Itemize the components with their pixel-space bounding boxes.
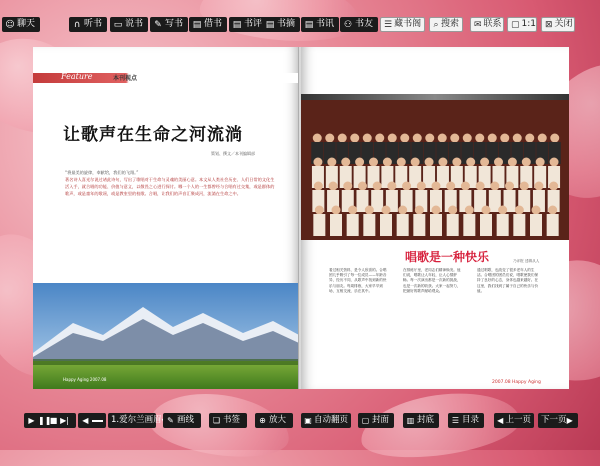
play-icon[interactable]: ▶ — [28, 416, 35, 425]
listen-book-button[interactable]: ∩ 听书 — [69, 17, 107, 32]
book-icon: ▤ — [304, 19, 314, 30]
write-book-button[interactable]: ✎ 写书 — [150, 17, 188, 32]
book-friends-button[interactable]: ⚇ 书友 — [340, 17, 378, 32]
actual-size-button[interactable]: ▢ 1:1 — [507, 17, 537, 32]
section-label: 本刊视点 — [113, 75, 138, 82]
magazine-book — [33, 47, 569, 389]
close-icon: ⊠ — [545, 19, 553, 30]
text-column-3: 通过唱歌，也改变了很多老年人的生活。合唱团的团员们说，唱歌使我们保持了良好的心态，身体也越来越好。在这里，我们找到了属于自己的快乐与价值。 — [477, 268, 539, 293]
next-track-icon[interactable]: ▶| — [60, 416, 69, 425]
mail-icon: ✉ — [474, 19, 482, 30]
text-column-2: 在排练厅里，老同志们精神焕发。他们说，唱歌让人年轻，让人心情舒畅。每一次演出都是一次新的挑战，也是一次新的收获。大家一起努力，把最好的歌声献给观众。 — [403, 268, 461, 293]
bottom-toolbar — [0, 412, 600, 430]
text-column-1: 看过相关资料，是令人欣喜的。合唱团几乎吸引了每一位成员——年龄各异，经历不同，从歌声中找到新的快乐与朋友。每周排练，大家早早到场，互相交流，乐在其中。 — [329, 268, 387, 293]
left-page[interactable] — [33, 47, 299, 389]
chat-icon: ☺ — [5, 19, 15, 30]
close-button[interactable]: ⊠ 关闭 — [541, 17, 575, 32]
stop-icon[interactable]: ■ — [49, 416, 58, 425]
prev-page-button[interactable]: ◀ 上一页 — [494, 413, 534, 428]
pause-icon[interactable]: ❚❚ — [38, 416, 52, 425]
headphones-icon: ∩ — [73, 19, 81, 30]
top-toolbar — [0, 0, 600, 34]
right-article-byline: 乃评报 述辑从人 — [513, 259, 540, 263]
book-news-button[interactable]: ▤ 书讯 — [301, 17, 339, 32]
next-icon: ▶ — [566, 416, 573, 425]
square-icon: ▢ — [511, 19, 520, 30]
back-cover-button[interactable]: ▥ 封底 — [403, 413, 439, 428]
bookmark-icon: ❏ — [212, 416, 221, 425]
search-button[interactable]: ⌕ 搜索 — [429, 17, 463, 32]
friends-icon: ⚇ — [343, 19, 353, 30]
track-select[interactable]: 1.爱尔兰画眉 — [108, 413, 156, 428]
book-excerpt-button[interactable]: ▤ 书摘 — [262, 17, 300, 32]
zoom-icon: ⊕ — [259, 416, 266, 425]
mountain-photo — [33, 283, 299, 389]
feature-word: Feature — [61, 72, 93, 81]
auto-flip-button[interactable]: ▣ 自动翻页 — [301, 413, 351, 428]
chat-button[interactable]: ☺ 聊天 — [2, 17, 40, 32]
right-page-footer: 2007.08 Happy Aging — [492, 380, 541, 385]
next-page-button[interactable]: 下一页 ▶ — [538, 413, 578, 428]
collection-button[interactable]: ☰ 藏书阁 — [380, 17, 425, 32]
book-icon: ▤ — [192, 19, 202, 30]
cover-button[interactable]: ▢ 封面 — [358, 413, 394, 428]
catalog-icon: ☰ — [451, 416, 460, 425]
pen-icon: ✎ — [154, 19, 162, 30]
search-icon: ⌕ — [433, 19, 439, 30]
lead-quote: “将最美的旋律，奉献给，我们的飞翔。” — [65, 170, 139, 175]
backcover-icon: ▥ — [406, 416, 415, 425]
prev-icon: ◀ — [497, 416, 504, 425]
lead-body: 著名诗人喜光尔说过诸此诗句，写出了歌唱对于生命与灵魂的美丽心意。本文从人类社会历史、人们日常的文化生活入手，就合唱的功能、价值与意义，以敬畏之心进行探讨。哪一个人的一生都曾经与合唱有过交集，或是群体的歌声，或是童年的歌谣，或是教室里的校歌。合唱，让我们的声音汇聚成河，流淌在生命之中。 — [65, 177, 275, 196]
tell-book-button[interactable]: ▭ 说书 — [110, 17, 148, 32]
book-icon: ▤ — [232, 19, 242, 30]
media-controls[interactable] — [24, 413, 76, 428]
choir-photo — [301, 100, 569, 240]
borrow-book-button[interactable]: ▤ 借书 — [189, 17, 227, 32]
pencil-icon: ✎ — [167, 416, 174, 425]
article-byline: 策划、撰文／本刊编辑部 — [211, 151, 255, 156]
draw-line-button[interactable]: ✎ 画线 — [163, 413, 201, 428]
screen-icon: ▭ — [113, 19, 123, 30]
article-lead — [65, 169, 275, 197]
catalog-button[interactable]: ☰ 目录 — [448, 413, 484, 428]
bookmark-button[interactable]: ❏ 书签 — [209, 413, 247, 428]
article-title: 让歌声在生命之河流淌 — [63, 125, 243, 145]
volume-icon: ◀ — [82, 416, 89, 425]
volume-control[interactable] — [78, 413, 106, 428]
contact-button[interactable]: ✉ 联系 — [470, 17, 504, 32]
cover-icon: ▢ — [361, 416, 370, 425]
book-icon: ▤ — [265, 19, 275, 30]
autoflip-icon: ▣ — [304, 416, 312, 425]
zoom-button[interactable]: ⊕ 放大 — [255, 413, 293, 428]
left-page-footer: Happy Aging 2007.08 — [63, 377, 107, 382]
right-article-title: 唱歌是一种快乐 — [405, 250, 490, 264]
shelf-icon: ☰ — [384, 19, 393, 30]
book-review-button[interactable]: ▤ 书评 — [229, 17, 267, 32]
